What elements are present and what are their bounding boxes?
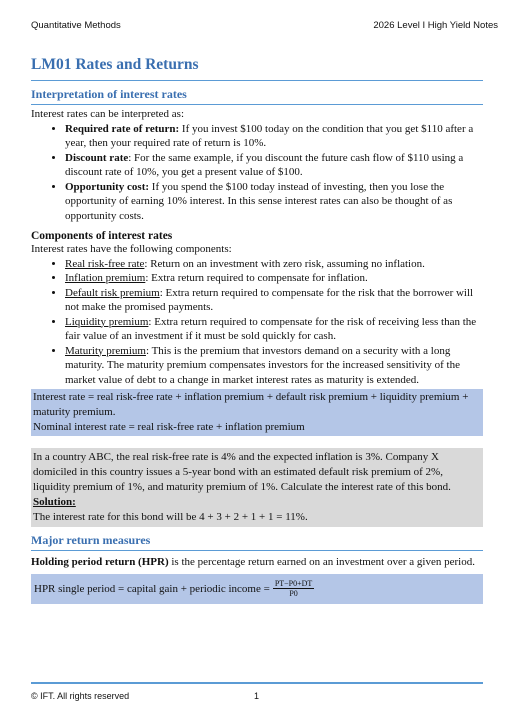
list-item: • Required rate of return: If you invest $100 today on the condition that you get $110 after a year, then your required rate of return is 10%.: [65, 122, 483, 151]
header-left: Quantitative Methods: [31, 20, 121, 31]
footer-rule: [31, 682, 483, 684]
interpretation-list: [31, 122, 483, 224]
list-item: • Default risk premium: Extra return required to compensate for the risk that the borrower will not make the promised payments.: [65, 286, 483, 315]
fraction-numerator: PT−P0+DT: [274, 579, 313, 588]
components-heading: Components of interest rates: [31, 230, 173, 242]
page-number: 1: [254, 691, 260, 701]
title-block: [31, 56, 483, 81]
components-list: [31, 257, 483, 388]
solution-label: Solution:: [33, 496, 76, 508]
list-item: • Maturity premium: This is the premium that investors demand on a security with a long maturity. The maturity premium compensates investors for the increased sensitivity of the market value of debt to a change in market interest rates as maturity is extended.: [65, 344, 483, 388]
list-item: • Real risk-free rate: Return on an investment with zero risk, assuming no inflation.: [65, 257, 483, 272]
footer-copyright: © IFT. All rights reserved: [31, 691, 130, 701]
page-content: [31, 50, 483, 604]
hpr-formula: [31, 574, 483, 604]
components-intro: Interest rates have the following components:: [31, 243, 232, 255]
section-heading-interpretation: Interpretation of interest rates: [31, 87, 483, 105]
page-header: [31, 20, 498, 34]
section-intro: Interest rates can be interpreted as:: [31, 108, 185, 120]
page-title: LM01 Rates and Returns: [31, 56, 199, 73]
section-heading-returns: Major return measures: [31, 533, 483, 551]
example-question: In a country ABC, the real risk-free rate is 4% and the expected inflation is 3%. Company X domiciled in this country issues a 5-year bond with an estimated default risk premium of 2%, liquidity premium of 1%, and maturity premium of 1%. Calculate the interest rate of this bond.: [33, 451, 451, 493]
list-item: • Inflation premium: Extra return required to compensate for inflation.: [65, 271, 483, 286]
example-solution: The interest rate for this bond will be 4 + 3 + 2 + 1 + 1 = 11%.: [33, 511, 308, 523]
list-item: • Opportunity cost: If you spend the $100 today instead of investing, then you lose the opportunity of earning 10% interest. In this sense interest rates can also be thought of as opportunity costs.: [65, 180, 483, 224]
hpr-fraction: [273, 579, 314, 598]
nominal-rate-formula: Nominal interest rate = real risk-free rate + inflation premium: [33, 421, 305, 433]
hpr-formula-text: HPR single period = capital gain + periodic income =: [34, 582, 270, 595]
hpr-definition: Holding period return (HPR) is the percentage return earned on an investment over a given period.: [31, 556, 475, 568]
formula-box: [31, 389, 483, 436]
list-item: • Liquidity premium: Extra return required to compensate for the risk of receiving less than the fair value of an investment if it must be sold quickly for cash.: [65, 315, 483, 344]
interest-rate-formula: Interest rate = real risk-free rate + inflation premium + default risk premium + liquidity premium + maturity premium.: [33, 391, 469, 418]
example-box: [31, 448, 483, 527]
header-right: 2026 Level I High Yield Notes: [373, 20, 498, 31]
fraction-denominator: P0: [289, 589, 298, 598]
list-item: • Discount rate: For the same example, if you discount the future cash flow of $110 using a discount rate of 10%, you get a present value of $100.: [65, 151, 483, 180]
